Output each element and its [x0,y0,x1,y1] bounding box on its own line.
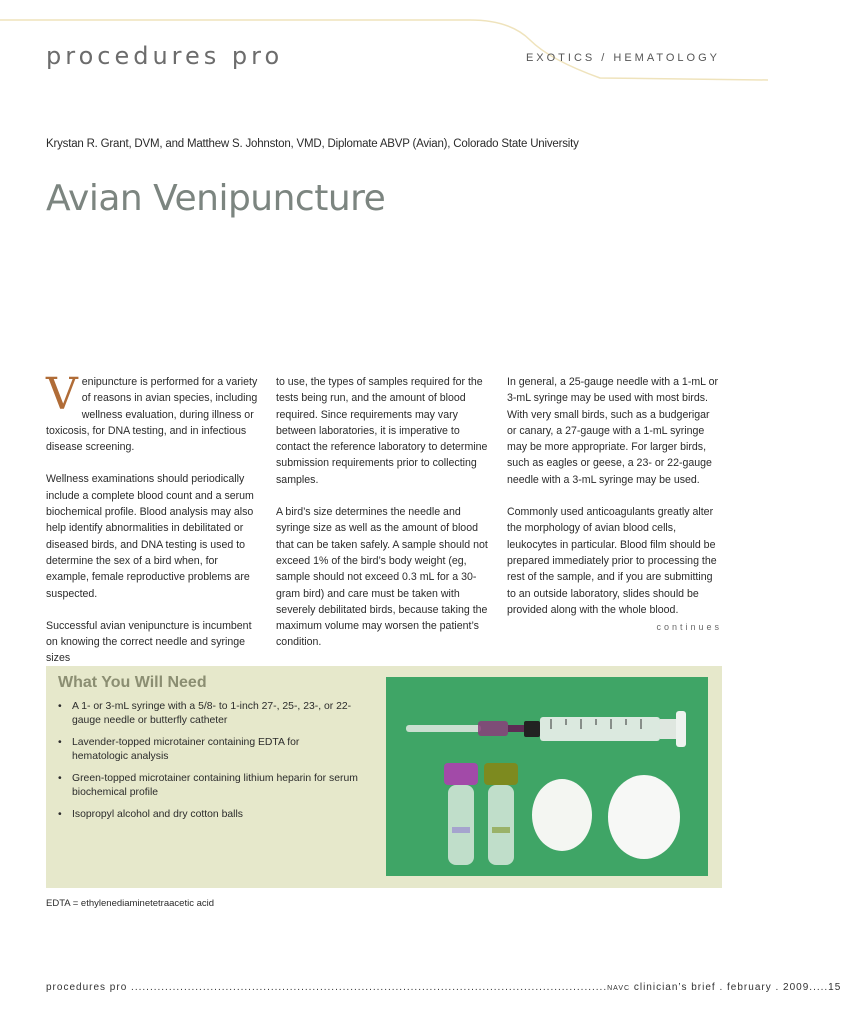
list-item [58,772,358,800]
drop-cap: V [46,369,78,420]
authors-line: Krystan R. Grant, DVM, and Matthew S. Johnston, VMD, Diplomate ABVP (Avian), Colorado State University [46,138,579,150]
paragraph: In general, a 25-gauge needle with a 1-mL or 3-mL syringe may be used with most birds. With very small birds, such as a budgerigar or canary, a 27-gauge with a 1-mL syringe may be more appropriate. For larger birds, such as eagles or geese, a 23- or 22-gauge needle with a 3-mL syringe may be used. [507,376,719,486]
paragraph: Successful avian venipuncture is incumbent on knowing the correct needle and syringe sizes [46,619,252,665]
bullet-icon: • [58,737,62,748]
paragraph: A bird’s size determines the needle and syringe size as well as the amount of blood that can be taken safely. A sample should not exceed 1% of the bird’s body weight (eg, sample should not exceed 0.3 mL for a 30-gram bird) and care must be taken with severely debilitated birds, because taking the maximum volume may worsen the patient’s condition. [276,506,488,649]
footnote: EDTA = ethylenediaminetetraacetic acid [46,898,215,909]
paragraph-text: enipuncture is performed for a variety of reasons in avian species, including wellness evaluation, during illness or toxicosis, for DNA testing, and in infectious disease screening. [46,376,258,454]
what-you-will-need-box [46,666,722,888]
paragraph: Commonly used anticoagulants greatly alter the morphology of avian blood cells, leukocytes in particular. Blood film should be prepared immediately prior to processing the rest of the sample, and if you are submitting to an outside laboratory, slides should be provided along with the whole blood. [507,506,717,616]
need-box-title: What You Will Need [58,674,207,691]
list-item-text: A 1- or 3-mL syringe with a 5/8- to 1-inch 27-, 25-, 23-, or 22-gauge needle or butterfly catheter [72,701,352,726]
paragraph: to use, the types of samples required for the tests being run, and the amount of blood required. Since requirements may vary between laboratories, it is imperative to contact the reference laboratory to determine submission requirements prior to collecting samples. [276,376,488,486]
bullet-icon: • [58,773,62,784]
section-tag: EXOTICS / HEMATOLOGY [525,52,720,64]
paragraph [46,369,258,455]
cotton-ball-image [608,775,680,859]
series-title: procedures pro [46,42,284,70]
green-tube-image [484,763,518,865]
footer-series: procedures pro [46,982,128,993]
lavender-tube-image [444,763,478,865]
list-item [58,736,358,764]
continues-label: continues [656,622,722,632]
list-item-text: Lavender-topped microtainer containing EDTA for hematologic analysis [72,737,300,762]
footer-brand: NAVC [607,985,631,992]
article-title: Avian Venipuncture [46,178,386,219]
body-column-3 [507,374,719,634]
bullet-icon: • [58,701,62,712]
page-footer [46,982,841,993]
paragraph: Wellness examinations should periodically include a complete blood count and a serum biochemical profile. Blood analysis may also help identify abnormalities in debilitated or diseased birds, and DNA testing is used to determine the sex of a bird when, for example, female reproductive problems are suspected. [46,473,254,600]
supplies-photo [386,677,708,876]
body-column-2 [276,374,488,667]
cotton-ball-image [532,779,592,851]
supplies-list [58,700,358,830]
footer-leader-dots: .............................................................................................................................. [131,982,608,993]
supplies-illustration [386,677,708,876]
footer-issue-page: clinician’s brief . february . 2009.....15 [633,982,841,993]
list-item-text: Green-topped microtainer containing lithium heparin for serum biochemical profile [72,773,358,798]
bullet-icon: • [58,809,62,820]
list-item [58,808,358,822]
body-column-1 [46,369,258,683]
list-item [58,700,358,728]
list-item-text: Isopropyl alcohol and dry cotton balls [72,809,243,820]
